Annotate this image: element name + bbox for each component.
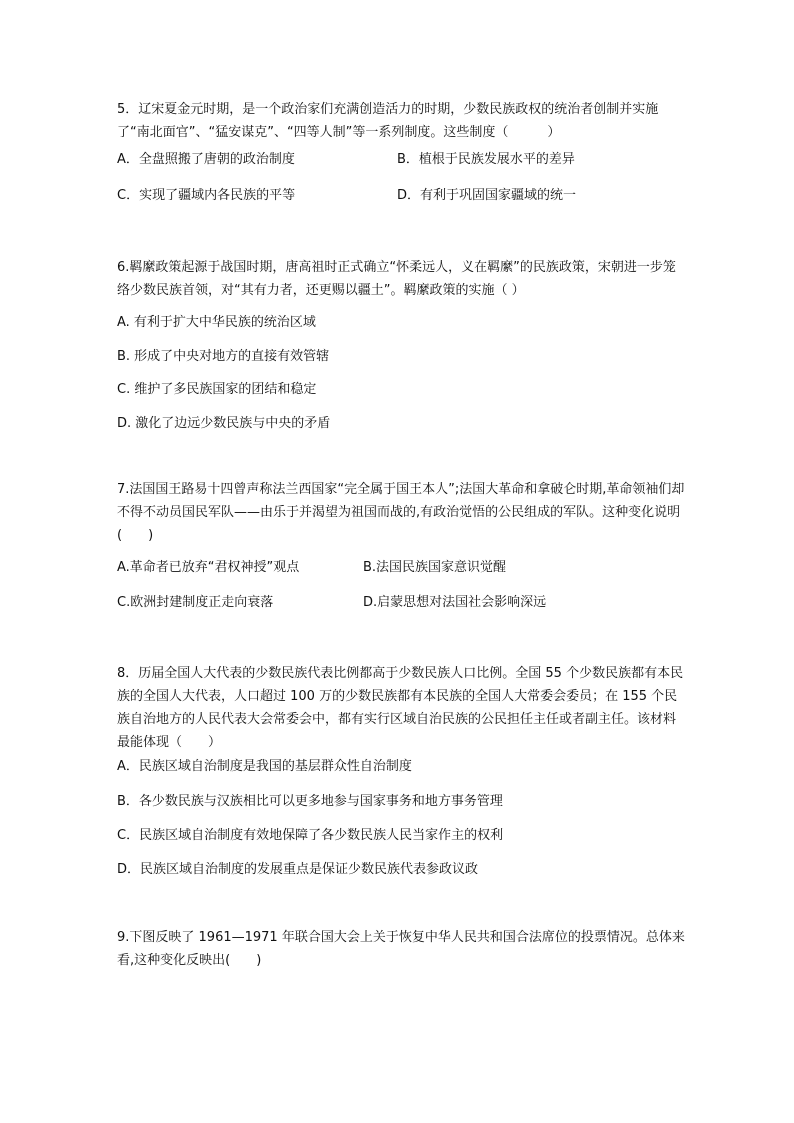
question-5-stem: 5．辽宋夏金元时期，是一个政治家们充满创造活力的时期，少数民族政权的统治者创制并实施了“南北面官”、“猛安谋克”、“四等人制”等一系列制度。这些制度（ ） [117,102,659,140]
question-7-option-b: B.法国民族国家意识觉醒 [363,560,507,575]
question-5-option-a: A．全盘照搬了唐朝的政治制度 [117,152,295,167]
question-6-option-d [117,412,330,431]
question-7-option-d: D.启蒙思想对法国社会影响深远 [363,595,547,610]
question-5-option-c: C．实现了疆域内各民族的平等 [117,188,296,203]
question-8-option-d [117,858,478,877]
question-6-option-b [117,345,329,364]
question-6-option-c-text: C. 维护了多民族国家的团结和稳定 [117,382,317,397]
question-6 [117,256,687,431]
question-8-option-b [117,790,503,809]
question-9 [117,926,687,972]
question-8-option-c-text: C．民族区域自治制度有效地保障了各少数民族人民当家作主的权利 [117,828,504,843]
question-7-stem: 7.法国国王路易十四曾声称法兰西国家“完全属于国王本人”;法国大革命和拿破仑时期,革命领袖们却不得不动员国民军队——由乐于并渴望为祖国而战的,有政治觉悟的公民组成的军队。这种变化说明( ) [117,482,685,543]
question-6-option-c [117,378,316,397]
question-5-option-b: B．植根于民族发展水平的差异 [397,152,575,167]
question-7-option-c: C.欧洲封建制度正走向衰落 [117,595,274,610]
question-6-option-a-text: A. 有利于扩大中华民族的统治区域 [117,315,316,330]
question-8-stem: 8．历届全国人大代表的少数民族代表比例都高于少数民族人口比例。全国 55 个少数民族都有本民族的全国人大代表，人口超过 100 万的少数民族都有本民族的全国人大常委会委员；在 155 个民族自治地方的人民代表大会常委会中，都有实行区域自治民族的公民担任主任或者副主任。该材料最能体现（ ） [117,666,684,750]
question-8-option-c [117,824,503,843]
question-8-option-d-text: D．民族区域自治制度的发展重点是保证少数民族代表参政议政 [117,862,479,877]
question-5-option-d: D．有利于巩固国家疆域的统一 [397,188,577,203]
question-6-option-b-text: B. 形成了中央对地方的直接有效管辖 [117,349,330,364]
question-8-option-b-text: B．各少数民族与汉族相比可以更多地参与国家事务和地方事务管理 [117,794,503,809]
question-7-option-a: A.革命者已放弃“君权神授”观点 [117,560,300,575]
question-6-option-d-text: D. 激化了边远少数民族与中央的矛盾 [117,416,331,431]
question-6-option-a [117,311,316,330]
question-8 [117,662,687,877]
question-9-stem: 9.下图反映了 1961—1971 年联合国大会上关于恢复中华人民共和国合法席位的投票情况。总体来看,这种变化反映出( ) [117,930,685,968]
question-7 [117,478,687,610]
question-6-stem: 6.羁縻政策起源于战国时期，唐高祖时正式确立“怀柔远人，义在羁縻”的民族政策，宋朝进一步笼络少数民族首领，对“其有力者，还更赐以疆土”。羁縻政策的实施（ ） [117,260,676,298]
question-8-option-a [117,755,412,774]
question-5 [117,98,687,203]
question-8-option-a-text: A．民族区域自治制度是我国的基层群众性自治制度 [117,759,412,774]
